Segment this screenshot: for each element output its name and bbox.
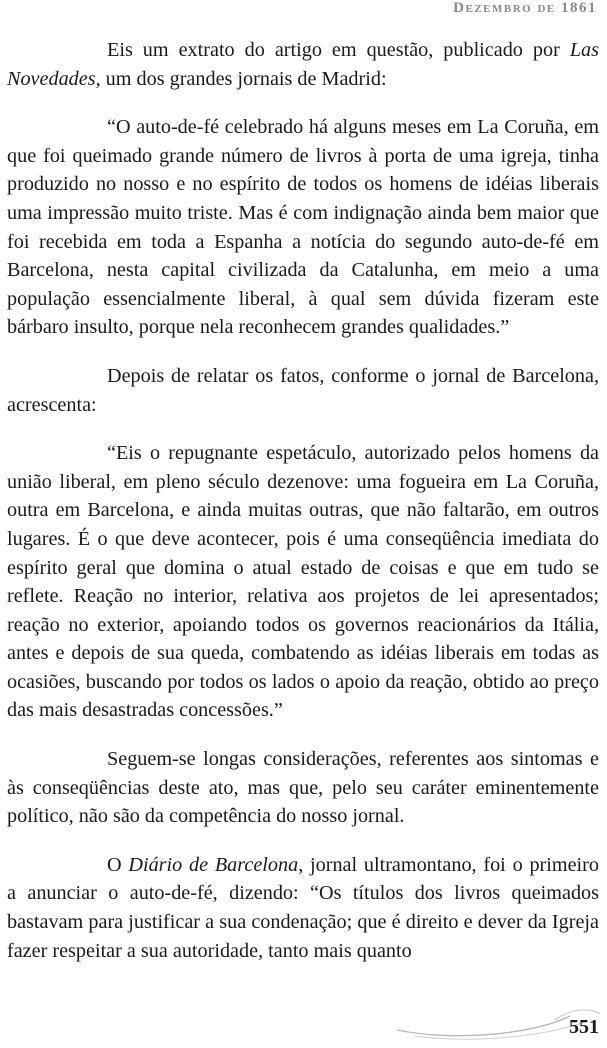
- page-body: [7, 36, 599, 985]
- page-footer: [395, 1000, 605, 1048]
- running-header: Dezembro de 1861: [453, 0, 597, 16]
- newspaper-title-italic: Las Novedades,: [7, 39, 599, 90]
- paragraph-6: O Diário de Barcelona, jornal ultramontano, foi o primeiro a anunciar o auto-de-fé, dizendo: “Os títulos dos livros queimados bastavam para justificar a sua condenação; que é direito e dever da Igreja fazer respeitar a sua autoridade, tanto mais quanto: [7, 853, 599, 962]
- paragraph-1: Eis um extrato do artigo em questão, publicado por Las Novedades, um dos grandes jornais de Madrid:: [7, 39, 599, 90]
- paragraph-5: Seguem-se longas considerações, referentes aos sintomas e às conseqüências deste ato, mas que, pelo seu caráter eminentemente político, não são da competência do nosso jornal.: [7, 748, 599, 828]
- paragraph-3: Depois de relatar os fatos, conforme o jornal de Barcelona, acrescenta:: [7, 364, 599, 416]
- paragraph-2-quote: “O auto-de-fé celebrado há alguns meses em La Coruña, em que foi queimado grande número de livros à porta de uma igreja, tinha produzido no nosso e no espírito de todos os homens de idéias liberais uma impressão muito triste. Mas é com indignação ainda bem maior que foi recebida em toda a Espanha a notícia do segundo auto-de-fé em Barcelona, nesta capital civilizada da Catalunha, em meio a uma população essencialmente liberal, à qual sem dúvida fizeram este bárbaro insulto, porque nela reconhecem grandes qualidades.”: [7, 116, 599, 339]
- newspaper-title-italic: Diário de Barcelona: [128, 853, 299, 876]
- paragraph-4-quote: “Eis o repugnante espetáculo, autorizado pelos homens da união liberal, em pleno século dezenove: uma fogueira em La Coruña, outra em Barcelona, e ainda muitas outras, que não faltarão, em outros lugares. É o que deve acontecer, pois é uma conseqüência imediata do espírito geral que domina o atual estado de coisas e que em tudo se reflete. Reação no interior, relativa aos projetos de lei apresentados; reação no exterior, apoiando todos os governos reacionários da Itália, antes e depois de sua queda, combatendo as idéias liberais em todas as ocasiões, buscando por todos os lados o apoio da reação, obtido ao preço das mais desastradas concessões.”: [7, 442, 599, 722]
- page-number: 551: [569, 1016, 599, 1038]
